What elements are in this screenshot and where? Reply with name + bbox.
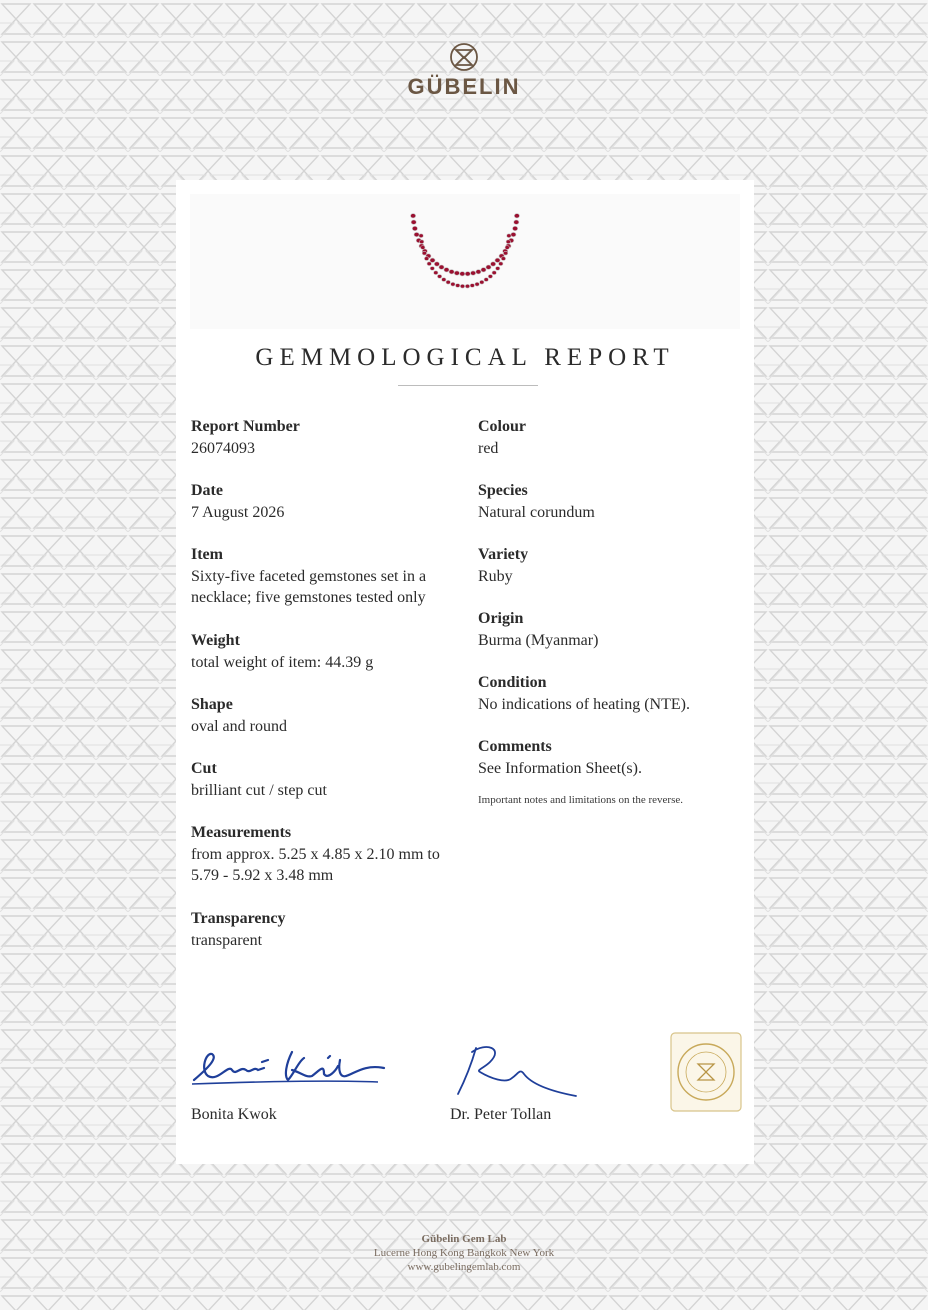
- necklace-image: [190, 194, 740, 329]
- signatory-name-2: Dr. Peter Tollan: [450, 1106, 552, 1123]
- ruby-bead: [513, 226, 518, 230]
- ruby-bead: [414, 232, 419, 236]
- ruby-bead: [439, 265, 444, 269]
- brand-name: GÜBELIN: [407, 74, 521, 99]
- ruby-bead: [506, 240, 510, 244]
- ruby-bead: [499, 262, 503, 266]
- ruby-bead: [488, 275, 492, 279]
- field-label: Variety: [478, 546, 529, 563]
- ruby-bead: [460, 284, 464, 288]
- ruby-bead: [430, 267, 434, 271]
- ruby-bead: [505, 246, 509, 250]
- field-label: Cut: [191, 760, 217, 777]
- field-cut: [191, 758, 461, 801]
- ruby-bead: [427, 262, 431, 266]
- field-value: oval and round: [191, 718, 287, 735]
- ruby-bead: [465, 272, 470, 276]
- field-value: Natural corundum: [478, 504, 595, 521]
- field-date: [191, 480, 461, 523]
- field-shape: [191, 694, 461, 737]
- ruby-bead: [449, 270, 454, 274]
- ruby-bead: [481, 268, 486, 272]
- field-value: transparent: [191, 932, 263, 949]
- field-value: 7 August 2026: [191, 504, 285, 521]
- ruby-bead: [470, 284, 474, 288]
- ruby-bead: [514, 214, 519, 218]
- field-report-number: [191, 416, 461, 459]
- ruby-bead: [501, 257, 505, 261]
- ruby-bead: [456, 284, 460, 288]
- ruby-bead: [451, 282, 455, 286]
- ruby-bead: [476, 270, 481, 274]
- brand-logo-icon: [447, 42, 481, 72]
- signature-tollan: [448, 1038, 588, 1108]
- ruby-bead: [437, 275, 441, 279]
- field-value: 26074093: [191, 440, 255, 457]
- ruby-bead: [434, 271, 438, 275]
- ruby-bead: [507, 234, 511, 238]
- field-label: Date: [191, 482, 223, 499]
- field-variety: [478, 544, 738, 587]
- field-value: No indications of heating (NTE).: [478, 696, 690, 713]
- field-condition: [478, 672, 738, 715]
- brand-logo: [0, 42, 928, 100]
- footer-cities: Lucerne Hong Kong Bangkok New York: [373, 1247, 555, 1259]
- ruby-bead: [446, 280, 450, 284]
- field-label: Condition: [478, 674, 547, 691]
- field-value: See Information Sheet(s).: [478, 760, 642, 777]
- field-label: Measurements: [191, 824, 292, 841]
- ruby-bead: [419, 234, 423, 238]
- ruby-bead: [411, 214, 416, 218]
- ruby-bead: [511, 232, 516, 236]
- field-label: Species: [478, 482, 528, 499]
- ruby-bead: [496, 267, 500, 271]
- field-label: Transparency: [191, 910, 286, 927]
- footer-lab-name: Gübelin Gem Lab: [421, 1233, 507, 1245]
- ruby-bead: [491, 262, 496, 266]
- field-label: Shape: [191, 696, 233, 713]
- field-comments: [478, 736, 738, 779]
- field-origin: [478, 608, 738, 651]
- ruby-bead: [454, 271, 459, 275]
- field-label: Comments: [478, 738, 552, 755]
- field-label: Report Number: [191, 418, 300, 435]
- field-transparency: [191, 908, 461, 951]
- ruby-bead: [514, 220, 519, 224]
- field-item: [191, 544, 461, 608]
- field-label: Colour: [478, 418, 526, 435]
- ruby-bead: [434, 262, 439, 266]
- ruby-bead: [422, 251, 426, 255]
- ruby-bead: [471, 271, 476, 275]
- footer-website-link[interactable]: www.gubelingemlab.com: [407, 1261, 521, 1273]
- field-label: Item: [191, 546, 223, 563]
- field-value: total weight of item: 44.39 g: [191, 654, 374, 671]
- field-value: Burma (Myanmar): [478, 632, 599, 649]
- field-value: Sixty-five faceted gemstones set in a necklace; five gemstones tested only: [191, 568, 427, 606]
- ruby-bead: [421, 246, 425, 250]
- ruby-bead: [484, 278, 488, 282]
- report-panel: [176, 180, 754, 1164]
- field-weight: [191, 630, 461, 673]
- ruby-bead: [480, 280, 484, 284]
- reverse-note: Important notes and limitations on the reverse.: [478, 794, 683, 806]
- field-value: Ruby: [478, 568, 513, 585]
- ruby-bead: [411, 220, 416, 224]
- field-label: Origin: [478, 610, 524, 627]
- ruby-bead: [465, 284, 469, 288]
- gem-lab-seal: [670, 1032, 742, 1112]
- title-divider: [398, 385, 538, 386]
- item-photo: [190, 194, 740, 329]
- signatory-name-1: Bonita Kwok: [191, 1106, 277, 1123]
- field-label: Weight: [191, 632, 240, 649]
- ruby-bead: [460, 272, 465, 276]
- ruby-bead: [475, 282, 479, 286]
- field-value: from approx. 5.25 x 4.85 x 2.10 mm to 5.79 - 5.92 x 3.48 mm: [191, 846, 440, 884]
- field-colour: [478, 416, 738, 459]
- ruby-bead: [412, 226, 417, 230]
- signature-kwok: [188, 1040, 388, 1100]
- field-measurements: [191, 822, 461, 886]
- ruby-bead: [444, 268, 449, 272]
- ruby-bead: [442, 278, 446, 282]
- footer: [0, 1232, 928, 1274]
- ruby-bead: [486, 265, 491, 269]
- field-value: brilliant cut / step cut: [191, 782, 327, 799]
- ruby-bead: [420, 240, 424, 244]
- field-value: red: [478, 440, 499, 457]
- ruby-bead: [492, 271, 496, 275]
- ruby-bead: [424, 257, 428, 261]
- ruby-bead: [503, 251, 507, 255]
- report-title: GEMMOLOGICAL REPORT: [255, 344, 675, 371]
- field-species: [478, 480, 738, 523]
